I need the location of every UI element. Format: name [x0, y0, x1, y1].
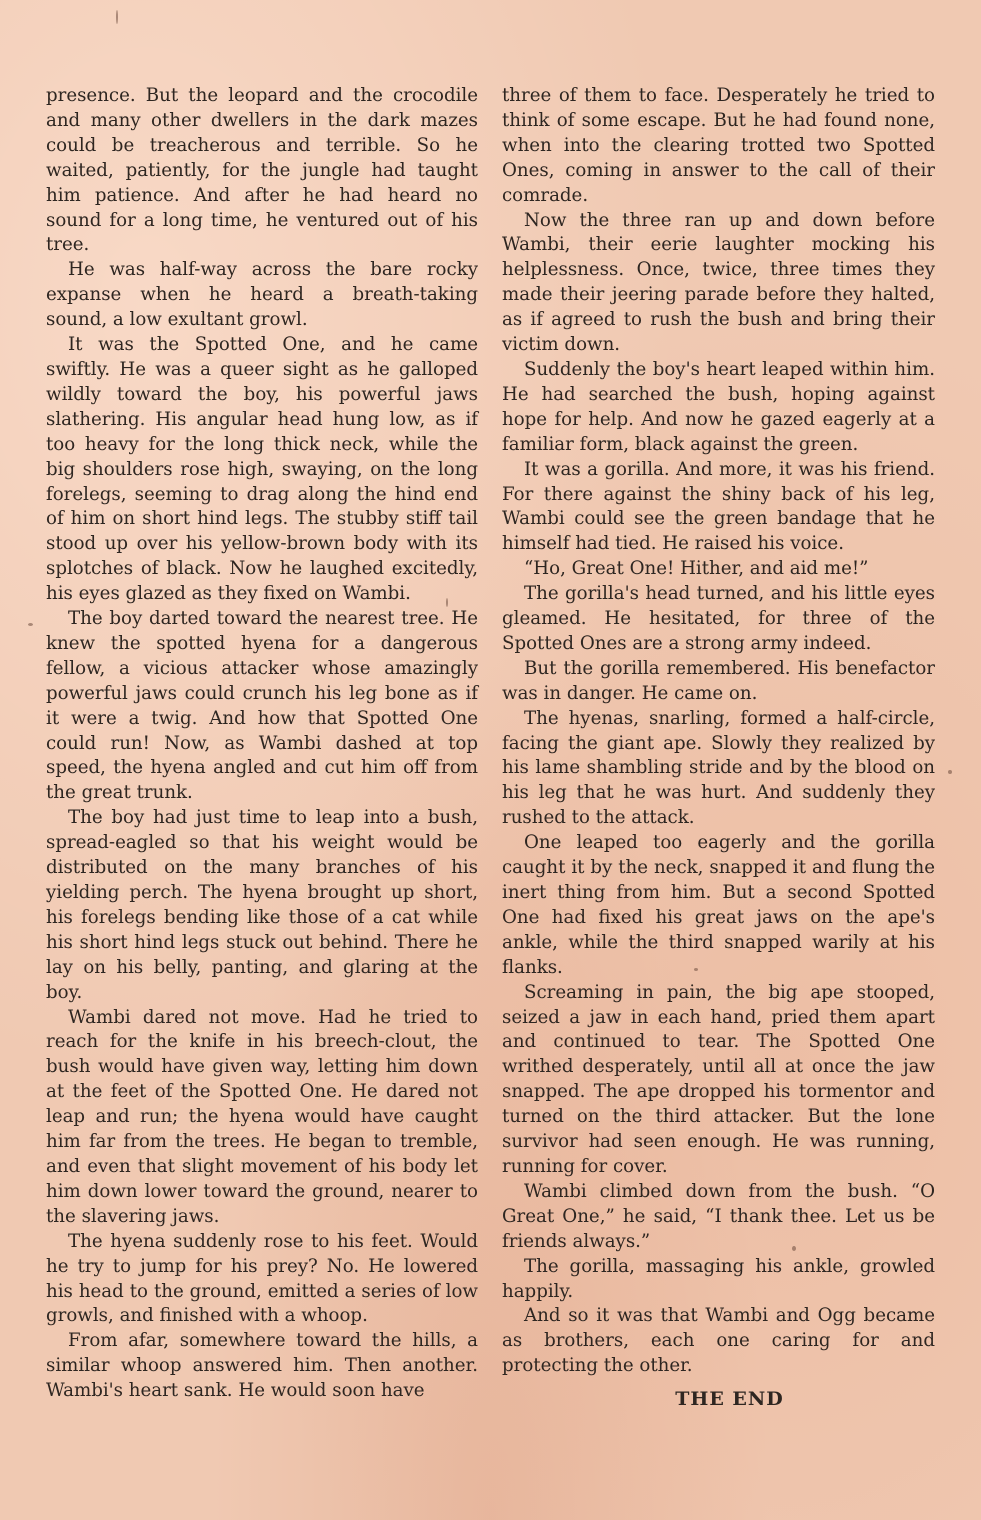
- paragraph: “Ho, Great One! Hither, and aid me!”: [524, 558, 869, 580]
- paragraph: Screaming in pain, the big ape stooped, seized a jaw in each hand, pried them apart and continued to tear. The Spotted One writhed desperately, until all at once the jaw snapped. The ape dropped his tormentor and turned on the third attacker. But the lone survivor had seen enough. He was running, running for cover.: [502, 981, 935, 1177]
- paragraph: It was the Spotted One, and he came swiftly. He was a queer sight as he galloped wildly toward the boy, his powerful jaws slathering. His angular head hung low, as if too heavy for the long thick neck, while the big shoulders rose high, swaying, on the long forelegs, seeming to drag along the hind end of him on short hind legs. The stubby stiff tail stood up over his yellow-brown body with its splotches of black. Now he laughed excitedly, his eyes glazed as they fixed on Wambi.: [46, 334, 478, 605]
- paragraph: But the gorilla remembered. His benefactor was in danger. He came on.: [502, 657, 935, 704]
- paragraph: The gorilla's head turned, and his little eyes gleamed. He hesitated, for three of the Spotted Ones are a strong army indeed.: [502, 583, 935, 654]
- paragraph: It was a gorilla. And more, it was his friend. For there against the shiny back of his leg, Wambi could see the green bandage that he himself had tied. He raised his voice.: [502, 458, 935, 555]
- left-column: [46, 84, 478, 1404]
- paper-speck: [694, 968, 698, 971]
- paper-speck: [116, 10, 118, 24]
- paper-speck: [792, 1246, 796, 1251]
- right-column: [502, 84, 935, 1412]
- paragraph: From afar, somewhere toward the hills, a similar whoop answered him. Then another. Wambi's heart sank. He would soon have: [46, 1330, 478, 1402]
- paragraph: Wambi dared not move. Had he tried to reach for the knife in his breech-clout, the bush would have given way, letting him down at the feet of the Spotted One. He dared not leap and run; the hyena would have caught him far from the trees. He began to tremble, and even that slight movement of his body let him down lower toward the ground, nearer to the slavering jaws.: [46, 1006, 478, 1227]
- paragraph: three of them to face. Desperately he tried to think of some escape. But he had found none, when into the clearing trotted two Spotted Ones, coming in answer to the call of their comrade.: [502, 85, 935, 206]
- paragraph: Suddenly the boy's heart leaped within him. He had searched the bush, hoping against hope for help. And now he gazed eagerly at a familiar form, black against the green.: [502, 358, 935, 455]
- paper-speck: [28, 623, 33, 626]
- paper-speck: [446, 598, 448, 607]
- paragraph: The gorilla, massaging his ankle, growled happily.: [502, 1255, 935, 1302]
- paragraph: He was half-way across the bare rocky expanse when he heard a breath-taking sound, a low exultant growl.: [46, 259, 478, 331]
- paragraph: And so it was that Wambi and Ogg became as brothers, each one caring for and protecting the other.: [502, 1305, 935, 1377]
- paragraph: The hyena suddenly rose to his feet. Would he try to jump for his prey? No. He lowered his head to the ground, emitted a series of low growls, and finished with a whoop.: [46, 1230, 478, 1327]
- paragraph: presence. But the leopard and the crocodile and many other dwellers in the dark mazes could be treacherous and terrible. So he waited, patiently, for the jungle had taught him patience. And after he had heard no sound for a long time, he ventured out of his tree.: [46, 85, 478, 256]
- paper-speck: [948, 770, 952, 774]
- paragraph: The boy darted toward the nearest tree. He knew the spotted hyena for a dangerous fellow, a vicious attacker whose amazingly powerful jaws could crunch his leg bone as if it were a twig. And how that Spotted One could run! Now, as Wambi dashed at top speed, the hyena angled and cut him off from the great trunk.: [46, 608, 478, 804]
- the-end-heading: THE END: [675, 1388, 784, 1411]
- paragraph: Wambi climbed down from the bush. “O Great One,” he said, “I thank thee. Let us be friends always.”: [502, 1180, 935, 1252]
- paragraph: One leaped too eagerly and the gorilla caught it by the neck, snapped it and flung the inert thing from him. But a second Spotted One had fixed his great jaws on the ape's ankle, while the third snapped warily at his flanks.: [502, 832, 935, 978]
- paragraph: The hyenas, snarling, formed a half-circle, facing the giant ape. Slowly they realized by his lame shambling stride and by the blood on his leg that he was hurt. And suddenly they rushed to the attack.: [502, 707, 935, 829]
- paragraph: The boy had just time to leap into a bush, spread-eagled so that his weight would be distributed on the many branches of his yielding perch. The hyena brought up short, his forelegs bending like those of a cat while his short hind legs stuck out behind. There he lay on his belly, panting, and glaring at the boy.: [46, 807, 478, 1003]
- paragraph: Now the three ran up and down before Wambi, their eerie laughter mocking his helplessness. Once, twice, three times they made their jeering parade before they halted, as if agreed to rush the bush and bring their victim down.: [502, 209, 935, 356]
